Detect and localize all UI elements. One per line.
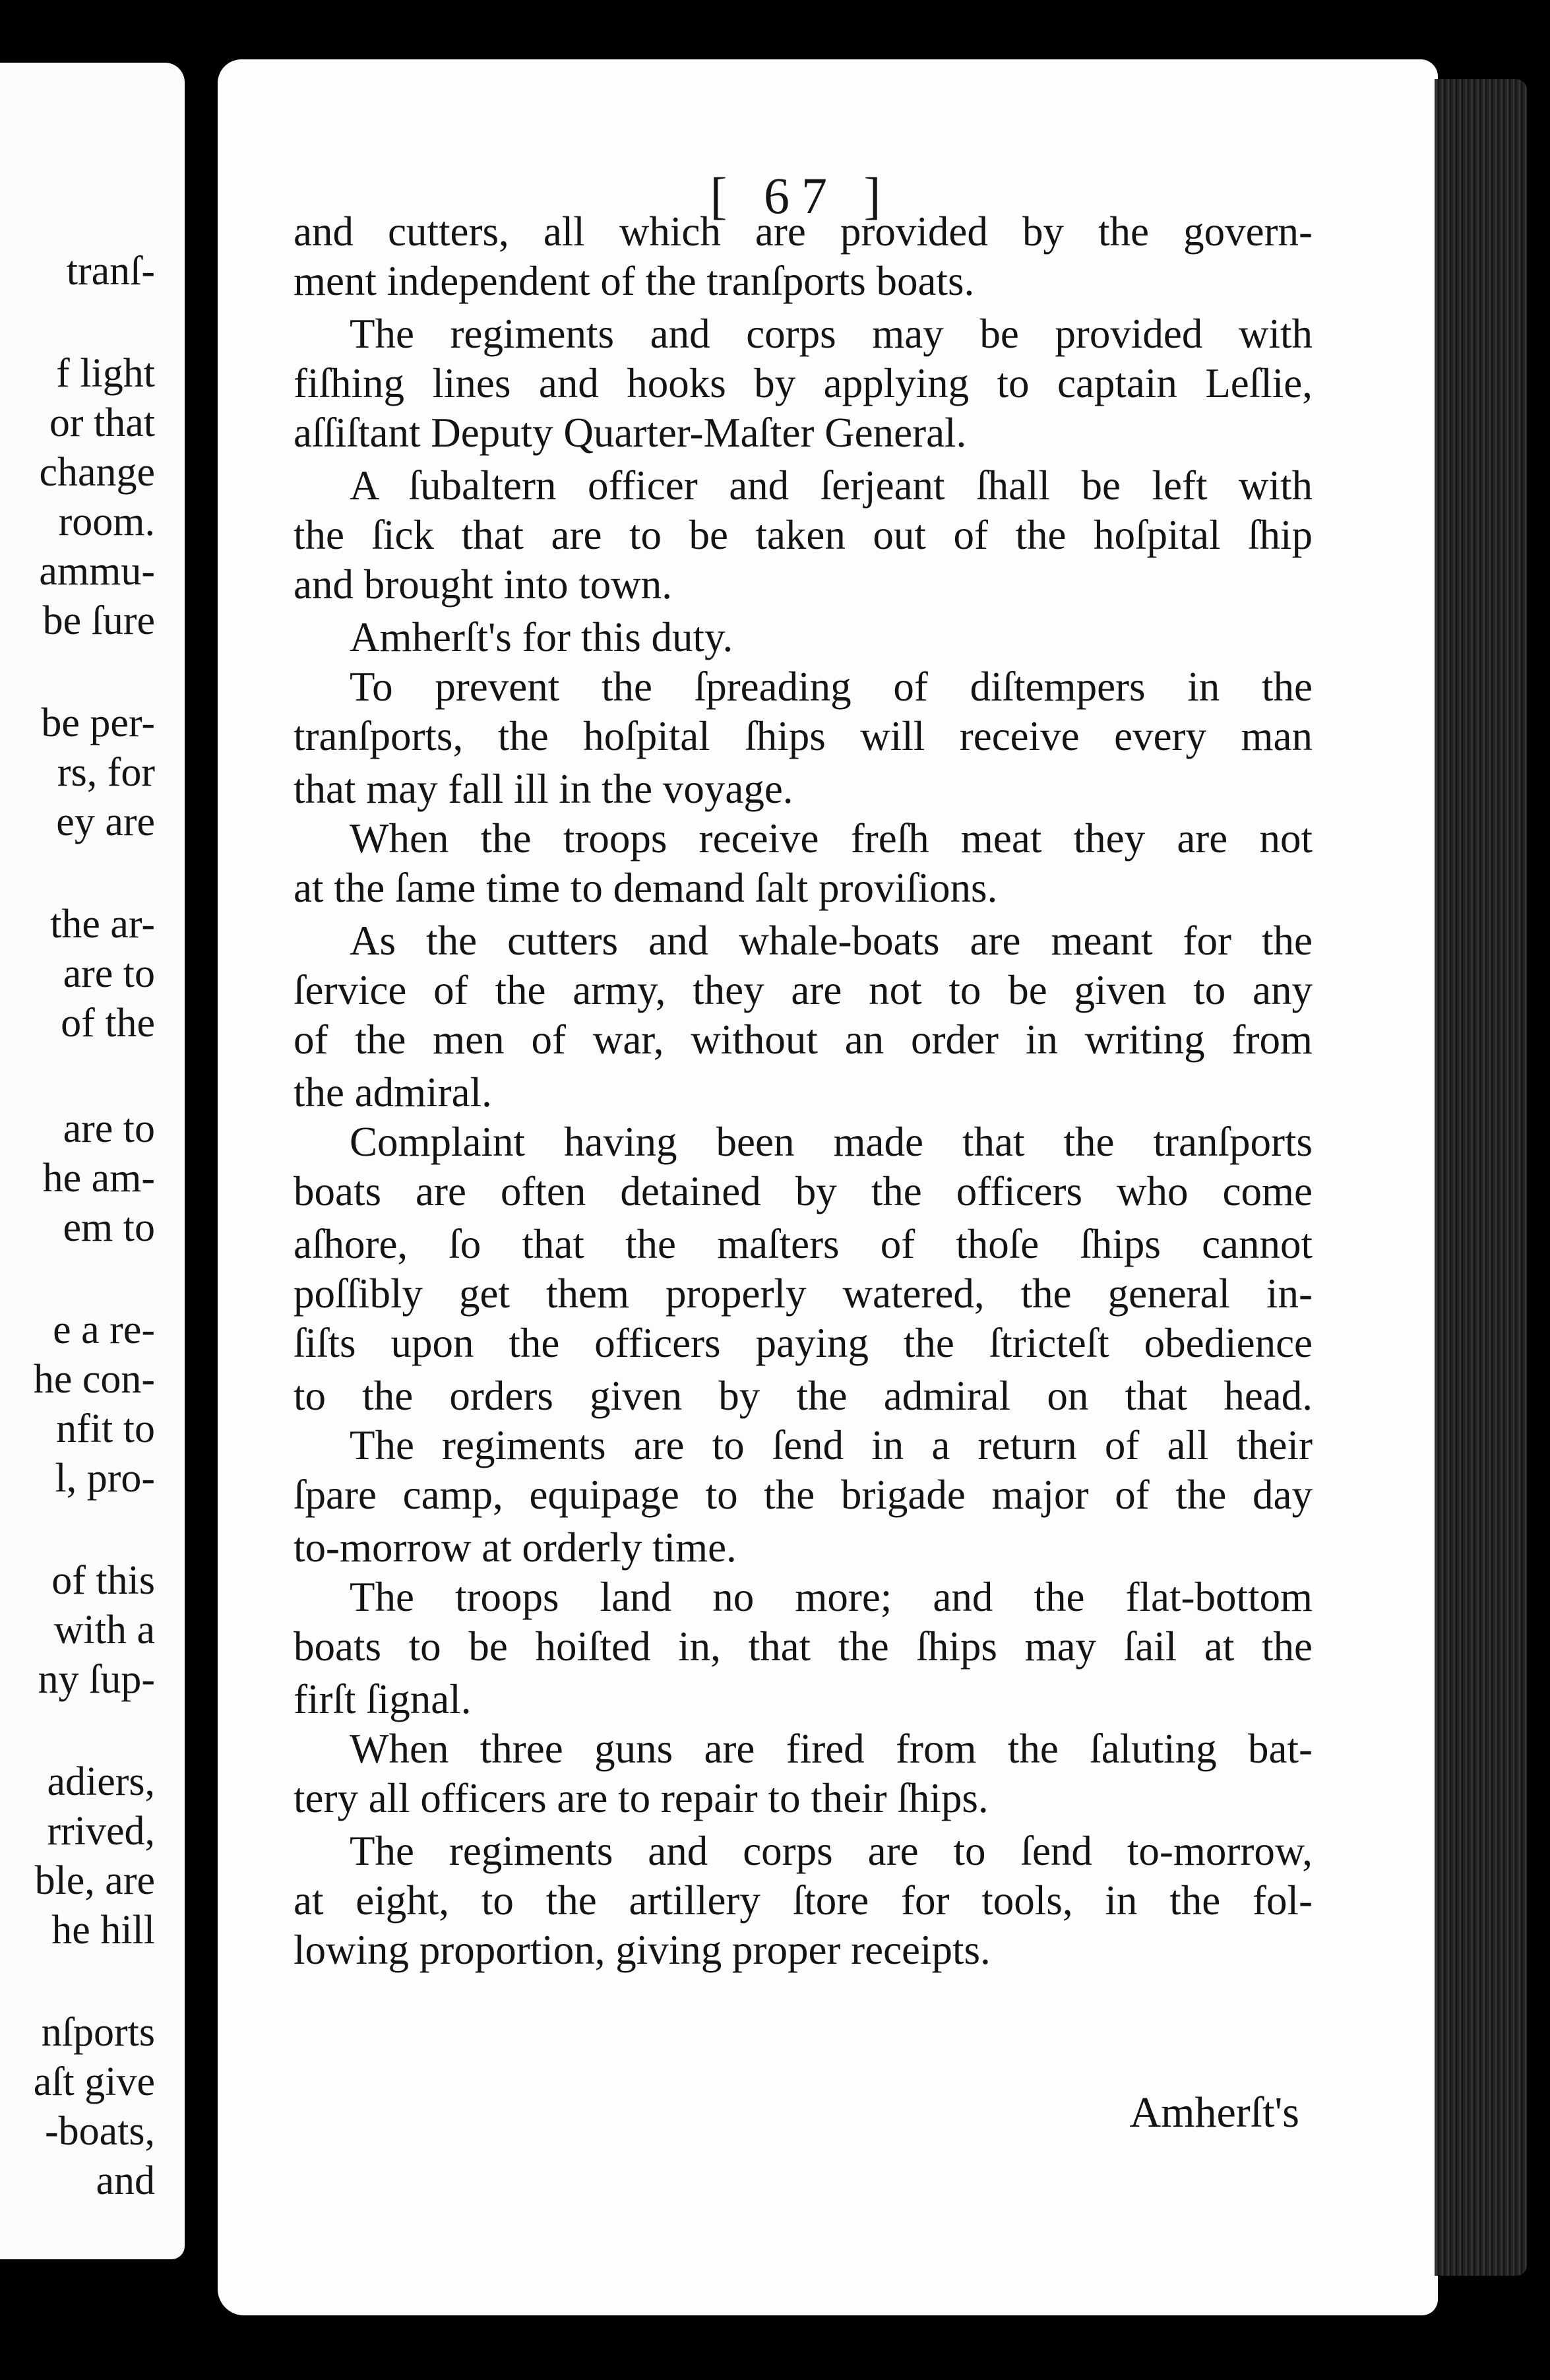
- left-page-line: rs, for: [57, 750, 155, 795]
- text-line: A ſubaltern officer and ſerjeant ſhall be left with: [350, 462, 1313, 509]
- left-facing-page: [0, 63, 185, 2259]
- text-line: ſpare camp, equipage to the brigade major of the day: [294, 1472, 1313, 1518]
- left-page-line: adiers,: [47, 1759, 155, 1804]
- left-page-line: ble, are: [34, 1858, 155, 1903]
- text-line: ſervice of the army, they are not to be given to any: [294, 967, 1313, 1013]
- left-page-line: -boats,: [44, 2109, 155, 2154]
- text-line: poſſibly get them properly watered, the general in-: [294, 1270, 1313, 1317]
- text-line: aſhore, ſo that the maſters of thoſe ſhips cannot: [294, 1221, 1313, 1267]
- text-line: tery all officers are to repair to their ſhips.: [294, 1775, 989, 1821]
- text-line: aſſiſtant Deputy Quarter-Maſter General.: [294, 410, 967, 456]
- catchword: Amherſt's: [1129, 2088, 1299, 2137]
- book-gutter: [198, 53, 218, 2322]
- left-page-line: nſports: [41, 2010, 155, 2055]
- page-number: [ 67 ]: [710, 167, 893, 224]
- left-page-line: ammu-: [39, 549, 155, 594]
- left-page-line: em to: [63, 1205, 155, 1250]
- text-line: Complaint having been made that the tranſports: [350, 1119, 1313, 1165]
- left-page-line: l, pro-: [55, 1456, 155, 1501]
- text-line: that may fall ill in the voyage.: [294, 766, 793, 812]
- left-page-line: e a re-: [53, 1307, 155, 1352]
- left-page-line: be ſure: [42, 598, 155, 643]
- text-line: fiſhing lines and hooks by applying to captain Leſlie,: [294, 360, 1313, 406]
- text-line: When three guns are fired from the ſaluting bat-: [350, 1726, 1313, 1772]
- text-line: tranſports, the hoſpital ſhips will receive every man: [294, 713, 1313, 759]
- left-page-line: or that: [49, 400, 155, 445]
- left-page-line: are to: [63, 1106, 155, 1151]
- left-page-line: he am-: [42, 1156, 155, 1201]
- left-page-line: with a: [53, 1608, 155, 1652]
- text-line: to-morrow at orderly time.: [294, 1524, 737, 1571]
- left-page-line: he hill: [51, 1908, 155, 1953]
- text-line: the ſick that are to be taken out of the hoſpital ſhip: [294, 512, 1313, 558]
- left-page-line: of this: [51, 1558, 155, 1603]
- text-line: of the men of war, without an order in writing from: [294, 1017, 1313, 1063]
- left-page-line: ey are: [56, 799, 155, 844]
- text-line: The regiments and corps may be provided with: [350, 311, 1313, 357]
- text-line: the admiral.: [294, 1069, 492, 1115]
- text-line: Amherſt's for this duty.: [350, 614, 733, 660]
- left-page-line: of the: [61, 1001, 155, 1046]
- left-page-line: change: [39, 450, 155, 495]
- text-line: ſiſts upon the officers paying the ſtricteſt obedience: [294, 1320, 1313, 1366]
- left-page-line: he con-: [33, 1357, 155, 1402]
- text-line: and brought into town.: [294, 561, 672, 608]
- text-line: and cutters, all which are provided by the govern-: [294, 208, 1313, 255]
- left-page-line: aſt give: [33, 2059, 155, 2104]
- text-line: When the troops receive freſh meat they are not: [350, 815, 1313, 861]
- left-page-line: room.: [58, 499, 155, 544]
- left-page-line: are to: [63, 951, 155, 996]
- text-line: lowing proportion, giving proper receipts.: [294, 1927, 991, 1973]
- left-page-line: nfit to: [56, 1406, 155, 1451]
- text-line: To prevent the ſpreading of diſtempers in the: [350, 664, 1313, 710]
- text-line: boats to be hoiſted in, that the ſhips may ſail at the: [294, 1623, 1313, 1670]
- text-line: at eight, to the artillery ſtore for tools, in the fol-: [294, 1877, 1313, 1924]
- text-line: ment independent of the tranſports boats.: [294, 258, 975, 304]
- left-page-line: the ar-: [50, 902, 155, 947]
- text-line: As the cutters and whale-boats are meant for the: [350, 918, 1313, 964]
- text-line: The regiments and corps are to ſend to-morrow,: [350, 1828, 1313, 1874]
- page-edges: [1435, 79, 1527, 2276]
- text-line: firſt ſignal.: [294, 1676, 472, 1722]
- text-line: to the orders given by the admiral on that head.: [294, 1373, 1313, 1419]
- left-page-line: be per-: [41, 701, 155, 745]
- left-page-line: and: [96, 2158, 155, 2203]
- left-page-line: rrived,: [47, 1809, 155, 1854]
- left-page-line: f light: [56, 351, 155, 396]
- text-line: The troops land no more; and the flat-bottom: [350, 1574, 1313, 1620]
- text-line: at the ſame time to demand ſalt proviſions.: [294, 865, 998, 911]
- left-page-line: tranſ-: [66, 249, 155, 294]
- text-line: boats are often detained by the officers who come: [294, 1168, 1313, 1214]
- text-line: The regiments are to ſend in a return of all their: [350, 1422, 1313, 1468]
- left-page-line: ny ſup-: [38, 1657, 155, 1702]
